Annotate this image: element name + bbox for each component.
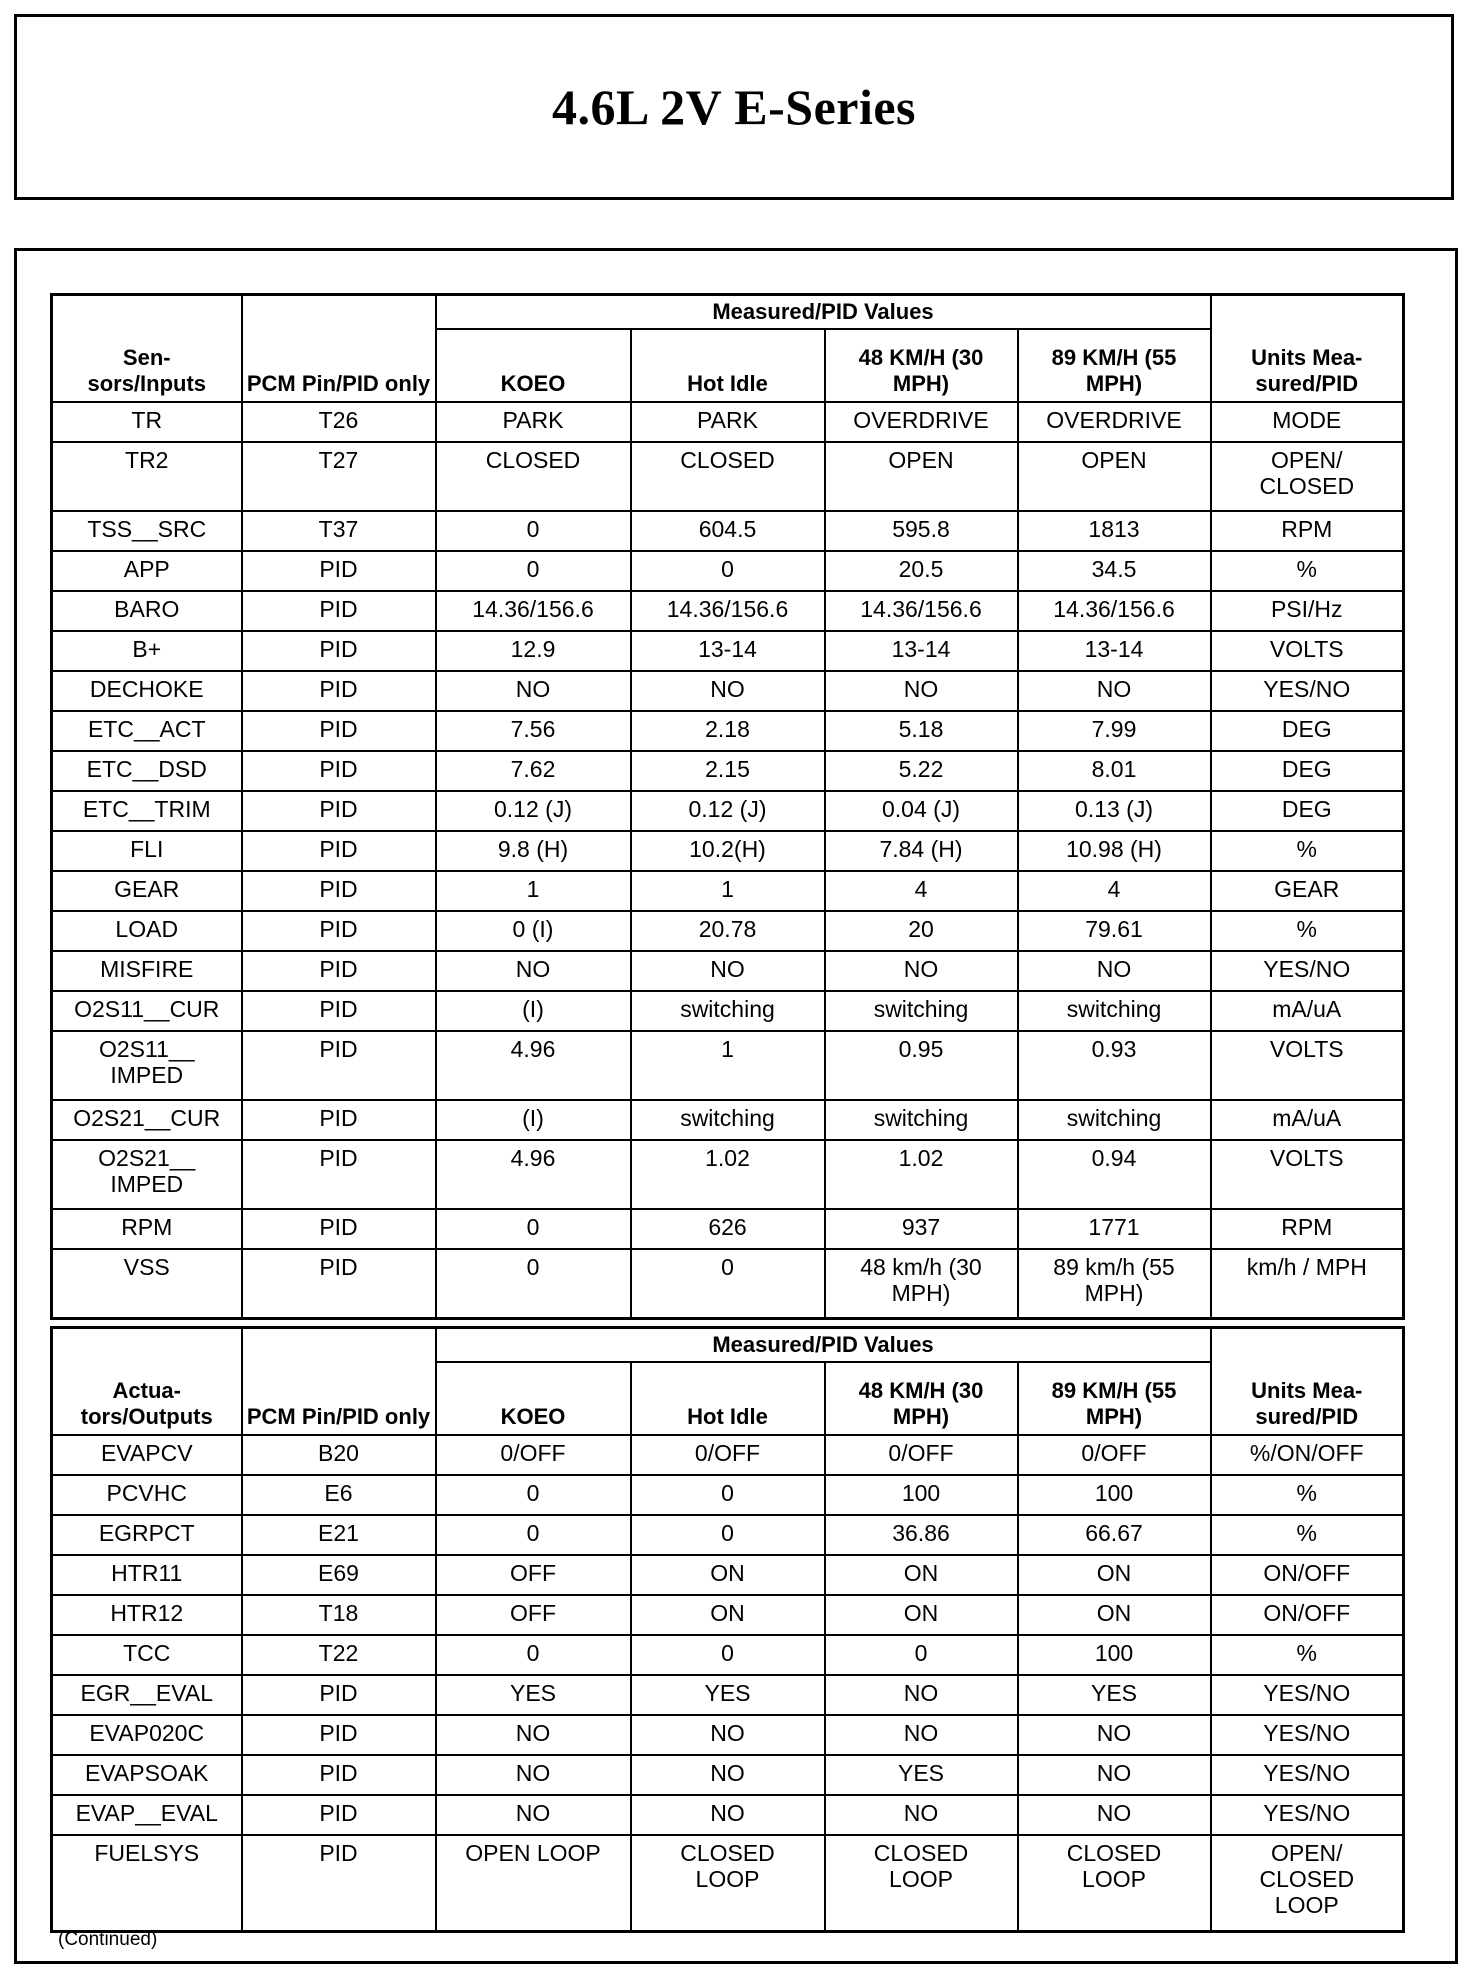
table-cell: E21 xyxy=(242,1515,436,1555)
table-cell: (I) xyxy=(436,1100,631,1140)
table-cell: PARK xyxy=(631,402,825,442)
table-cell: OPEN xyxy=(1018,442,1211,511)
table-row xyxy=(52,1475,1404,1515)
table-cell: NO xyxy=(1018,951,1211,991)
table-cell: 1 xyxy=(631,871,825,911)
table-cell: ON xyxy=(825,1555,1018,1595)
table-cell: 20.78 xyxy=(631,911,825,951)
table-cell: PID xyxy=(242,951,436,991)
table-cell: 10.98 (H) xyxy=(1018,831,1211,871)
table-cell: YES/NO xyxy=(1211,1715,1404,1755)
table-cell: NO xyxy=(436,1795,631,1835)
table-cell: PID xyxy=(242,1835,436,1932)
table-cell: NO xyxy=(1018,1715,1211,1755)
table-cell: 79.61 xyxy=(1018,911,1211,951)
table-cell: YES/NO xyxy=(1211,671,1404,711)
table-cell: OPEN LOOP xyxy=(436,1835,631,1932)
table-cell: VSS xyxy=(52,1249,242,1319)
table-cell: YES xyxy=(436,1675,631,1715)
table-header xyxy=(52,295,1404,403)
column-header-koeo: KOEO xyxy=(436,1362,631,1435)
table-cell: 0 (I) xyxy=(436,911,631,951)
table-cell: 0 xyxy=(436,1515,631,1555)
table-cell: ON/OFF xyxy=(1211,1555,1404,1595)
table-header xyxy=(52,1328,1404,1436)
column-group-header: Measured/PID Values xyxy=(436,1328,1211,1363)
table-cell: MODE xyxy=(1211,402,1404,442)
table-cell: NO xyxy=(825,951,1018,991)
table-cell: 14.36/156.6 xyxy=(1018,591,1211,631)
table-cell: % xyxy=(1211,1635,1404,1675)
table-cell: NO xyxy=(631,1795,825,1835)
table-cell: PID xyxy=(242,1675,436,1715)
table-cell: FUELSYS xyxy=(52,1835,242,1932)
table-cell: CLOSED LOOP xyxy=(825,1835,1018,1932)
table-cell: 13-14 xyxy=(631,631,825,671)
table-cell: 0 xyxy=(436,1249,631,1319)
table-row xyxy=(52,402,1404,442)
table-cell: O2S11__ IMPED xyxy=(52,1031,242,1100)
table-cell: 34.5 xyxy=(1018,551,1211,591)
column-header-speed89: 89 KM/H (55 MPH) xyxy=(1018,329,1211,402)
table-cell: 7.99 xyxy=(1018,711,1211,751)
table-row xyxy=(52,1595,1404,1635)
table-cell: PID xyxy=(242,671,436,711)
table-cell: YES/NO xyxy=(1211,951,1404,991)
table-cell: OFF xyxy=(436,1595,631,1635)
table-row xyxy=(52,1140,1404,1209)
table-cell: 0 xyxy=(631,1249,825,1319)
table-cell: HTR11 xyxy=(52,1555,242,1595)
table-cell: switching xyxy=(631,1100,825,1140)
table-cell: ON xyxy=(631,1555,825,1595)
table-cell: 0 xyxy=(436,1209,631,1249)
table-cell: 4 xyxy=(825,871,1018,911)
table-cell: NO xyxy=(436,1715,631,1755)
table-cell: T22 xyxy=(242,1635,436,1675)
table-cell: PID xyxy=(242,1715,436,1755)
table-cell: TSS__SRC xyxy=(52,511,242,551)
table-cell: 0.04 (J) xyxy=(825,791,1018,831)
table-cell: 0 xyxy=(436,551,631,591)
column-header-hot-idle: Hot Idle xyxy=(631,1362,825,1435)
table-cell: T26 xyxy=(242,402,436,442)
table-cell: 0.95 xyxy=(825,1031,1018,1100)
table-cell: OPEN/ CLOSED LOOP xyxy=(1211,1835,1404,1932)
table-row xyxy=(52,831,1404,871)
table-row xyxy=(52,1635,1404,1675)
table-cell: 1813 xyxy=(1018,511,1211,551)
table-cell: B+ xyxy=(52,631,242,671)
table-cell: ON xyxy=(825,1595,1018,1635)
table-cell: NO xyxy=(825,1795,1018,1835)
title-box xyxy=(14,14,1454,200)
table-cell: 20.5 xyxy=(825,551,1018,591)
table-cell: NO xyxy=(436,1755,631,1795)
table-row xyxy=(52,1100,1404,1140)
table-cell: 0 xyxy=(631,551,825,591)
table-cell: 0 xyxy=(825,1635,1018,1675)
table-cell: 0 xyxy=(436,511,631,551)
table-cell: TCC xyxy=(52,1635,242,1675)
table-cell: PID xyxy=(242,1031,436,1100)
table-cell: % xyxy=(1211,1475,1404,1515)
table-cell: switching xyxy=(825,991,1018,1031)
column-header-units: Units Mea- sured/PID xyxy=(1211,295,1404,403)
table-cell: 595.8 xyxy=(825,511,1018,551)
table-cell: BARO xyxy=(52,591,242,631)
table-cell: PID xyxy=(242,1100,436,1140)
table-cell: 10.2(H) xyxy=(631,831,825,871)
table-cell: EGR__EVAL xyxy=(52,1675,242,1715)
table-row xyxy=(52,1515,1404,1555)
table-cell: E69 xyxy=(242,1555,436,1595)
table-cell: EVAP020C xyxy=(52,1715,242,1755)
table-row xyxy=(52,1715,1404,1755)
table-cell: ON xyxy=(631,1595,825,1635)
table-cell: 4.96 xyxy=(436,1140,631,1209)
table-row xyxy=(52,1031,1404,1100)
table-cell: PID xyxy=(242,791,436,831)
column-header-pin: PCM Pin/PID only xyxy=(242,1328,436,1436)
table-row xyxy=(52,991,1404,1031)
table-cell: 5.22 xyxy=(825,751,1018,791)
table-cell: 0 xyxy=(631,1635,825,1675)
table-cell: PID xyxy=(242,871,436,911)
table-cell: ON/OFF xyxy=(1211,1595,1404,1635)
table-cell: PID xyxy=(242,631,436,671)
table-cell: O2S11__CUR xyxy=(52,991,242,1031)
table-row xyxy=(52,711,1404,751)
table-cell: HTR12 xyxy=(52,1595,242,1635)
table-cell: YES/NO xyxy=(1211,1755,1404,1795)
table-cell: APP xyxy=(52,551,242,591)
table-cell: OVERDRIVE xyxy=(825,402,1018,442)
table-cell: T18 xyxy=(242,1595,436,1635)
continued-note: (Continued) xyxy=(58,1929,158,1950)
table-cell: 13-14 xyxy=(825,631,1018,671)
table-cell: RPM xyxy=(1211,1209,1404,1249)
table-cell: O2S21__ IMPED xyxy=(52,1140,242,1209)
column-header-item: Sen- sors/Inputs xyxy=(52,295,242,403)
table-cell: EGRPCT xyxy=(52,1515,242,1555)
table-cell: ETC__ACT xyxy=(52,711,242,751)
table-cell: 7.62 xyxy=(436,751,631,791)
table-cell: NO xyxy=(631,951,825,991)
column-header-pin: PCM Pin/PID only xyxy=(242,295,436,403)
table-cell: PID xyxy=(242,991,436,1031)
column-header-item: Actua- tors/Outputs xyxy=(52,1328,242,1436)
sensors-inputs-table xyxy=(50,293,1405,1320)
table-cell: 48 km/h (30 MPH) xyxy=(825,1249,1018,1319)
table-cell: 604.5 xyxy=(631,511,825,551)
table-cell: 0/OFF xyxy=(631,1435,825,1475)
table-cell: PARK xyxy=(436,402,631,442)
table-cell: PID xyxy=(242,1209,436,1249)
table-cell: 0.94 xyxy=(1018,1140,1211,1209)
table-cell: PSI/Hz xyxy=(1211,591,1404,631)
table-cell: 7.56 xyxy=(436,711,631,751)
table-cell: 0/OFF xyxy=(1018,1435,1211,1475)
table-cell: NO xyxy=(1018,671,1211,711)
table-cell: 0.12 (J) xyxy=(436,791,631,831)
table-cell: PID xyxy=(242,591,436,631)
table-cell: NO xyxy=(631,1755,825,1795)
table-cell: OPEN/ CLOSED xyxy=(1211,442,1404,511)
table-cell: YES xyxy=(825,1755,1018,1795)
table-cell: VOLTS xyxy=(1211,1031,1404,1100)
table-cell: CLOSED xyxy=(631,442,825,511)
table-cell: PID xyxy=(242,911,436,951)
table-cell: 0.12 (J) xyxy=(631,791,825,831)
table-cell: O2S21__CUR xyxy=(52,1100,242,1140)
table-cell: YES xyxy=(631,1675,825,1715)
table-cell: OPEN xyxy=(825,442,1018,511)
table-row xyxy=(52,631,1404,671)
table-cell: 2.18 xyxy=(631,711,825,751)
table-cell: FLI xyxy=(52,831,242,871)
table-cell: 1 xyxy=(436,871,631,911)
table-cell: 4 xyxy=(1018,871,1211,911)
table-cell: EVAP__EVAL xyxy=(52,1795,242,1835)
table-cell: km/h / MPH xyxy=(1211,1249,1404,1319)
table-cell: 14.36/156.6 xyxy=(436,591,631,631)
table-cell: 4.96 xyxy=(436,1031,631,1100)
table-cell: DEG xyxy=(1211,751,1404,791)
table-cell: NO xyxy=(825,1675,1018,1715)
table-cell: 0 xyxy=(631,1475,825,1515)
table-cell: GEAR xyxy=(1211,871,1404,911)
table-cell: YES/NO xyxy=(1211,1795,1404,1835)
table-cell: 100 xyxy=(1018,1475,1211,1515)
table-cell: 1.02 xyxy=(631,1140,825,1209)
table-row xyxy=(52,911,1404,951)
table-row xyxy=(52,1555,1404,1595)
table-cell: NO xyxy=(1018,1755,1211,1795)
table-cell: %/ON/OFF xyxy=(1211,1435,1404,1475)
table-cell: PID xyxy=(242,831,436,871)
table-cell: NO xyxy=(825,671,1018,711)
actuators-outputs-table xyxy=(50,1326,1405,1933)
column-header-speed89: 89 KM/H (55 MPH) xyxy=(1018,1362,1211,1435)
table-cell: OFF xyxy=(436,1555,631,1595)
table-cell: ON xyxy=(1018,1595,1211,1635)
table-row xyxy=(52,1249,1404,1319)
table-cell: PID xyxy=(242,751,436,791)
column-group-header: Measured/PID Values xyxy=(436,295,1211,330)
table-cell: PID xyxy=(242,1755,436,1795)
table-cell: switching xyxy=(631,991,825,1031)
table-cell: switching xyxy=(1018,1100,1211,1140)
table-cell: YES/NO xyxy=(1211,1675,1404,1715)
table-cell: 1771 xyxy=(1018,1209,1211,1249)
table-row xyxy=(52,1795,1404,1835)
table-cell: EVAPCV xyxy=(52,1435,242,1475)
table-row xyxy=(52,551,1404,591)
table-cell: PID xyxy=(242,1795,436,1835)
table-cell: 0 xyxy=(436,1475,631,1515)
table-cell: RPM xyxy=(52,1209,242,1249)
table-cell: 12.9 xyxy=(436,631,631,671)
table-cell: 100 xyxy=(825,1475,1018,1515)
table-cell: (I) xyxy=(436,991,631,1031)
table-cell: EVAPSOAK xyxy=(52,1755,242,1795)
table-cell: 2.15 xyxy=(631,751,825,791)
table-row xyxy=(52,951,1404,991)
column-header-speed48: 48 KM/H (30 MPH) xyxy=(825,1362,1018,1435)
table-cell: DECHOKE xyxy=(52,671,242,711)
table-cell: CLOSED LOOP xyxy=(631,1835,825,1932)
table-cell: E6 xyxy=(242,1475,436,1515)
table-cell: PID xyxy=(242,551,436,591)
table-cell: 14.36/156.6 xyxy=(631,591,825,631)
table-cell: NO xyxy=(1018,1795,1211,1835)
table-cell: RPM xyxy=(1211,511,1404,551)
table-row xyxy=(52,791,1404,831)
column-header-koeo: KOEO xyxy=(436,329,631,402)
table-cell: % xyxy=(1211,1515,1404,1555)
table-cell: LOAD xyxy=(52,911,242,951)
column-header-units: Units Mea- sured/PID xyxy=(1211,1328,1404,1436)
table-cell: ON xyxy=(1018,1555,1211,1595)
table-cell: % xyxy=(1211,831,1404,871)
table-cell: NO xyxy=(825,1715,1018,1755)
table-cell: % xyxy=(1211,551,1404,591)
table-cell: mA/uA xyxy=(1211,1100,1404,1140)
table-cell: 8.01 xyxy=(1018,751,1211,791)
table-cell: OVERDRIVE xyxy=(1018,402,1211,442)
table-cell: switching xyxy=(825,1100,1018,1140)
table-cell: T27 xyxy=(242,442,436,511)
table-row xyxy=(52,591,1404,631)
table-row xyxy=(52,511,1404,551)
table-cell: 14.36/156.6 xyxy=(825,591,1018,631)
table-cell: NO xyxy=(631,1715,825,1755)
table-cell: 0 xyxy=(631,1515,825,1555)
table-cell: 0.93 xyxy=(1018,1031,1211,1100)
table-cell: 36.86 xyxy=(825,1515,1018,1555)
table-cell: 13-14 xyxy=(1018,631,1211,671)
table-cell: mA/uA xyxy=(1211,991,1404,1031)
table-row xyxy=(52,1209,1404,1249)
table-row xyxy=(52,871,1404,911)
table-cell: 1 xyxy=(631,1031,825,1100)
table-cell: TR2 xyxy=(52,442,242,511)
table-cell: switching xyxy=(1018,991,1211,1031)
table-cell: ETC__DSD xyxy=(52,751,242,791)
page-title: 4.6L 2V E-Series xyxy=(551,79,917,135)
table-cell: GEAR xyxy=(52,871,242,911)
table-cell: 0 xyxy=(436,1635,631,1675)
table-cell: NO xyxy=(631,671,825,711)
table-cell: MISFIRE xyxy=(52,951,242,991)
table-cell: 0.13 (J) xyxy=(1018,791,1211,831)
table-cell: PID xyxy=(242,711,436,751)
table-cell: 626 xyxy=(631,1209,825,1249)
table-cell: 1.02 xyxy=(825,1140,1018,1209)
table-cell: TR xyxy=(52,402,242,442)
table-cell: PID xyxy=(242,1140,436,1209)
table-cell: 0/OFF xyxy=(825,1435,1018,1475)
table-cell: 9.8 (H) xyxy=(436,831,631,871)
table-cell: NO xyxy=(436,951,631,991)
table-cell: 0/OFF xyxy=(436,1435,631,1475)
table-cell: CLOSED LOOP xyxy=(1018,1835,1211,1932)
table-cell: DEG xyxy=(1211,711,1404,751)
table-cell: PCVHC xyxy=(52,1475,242,1515)
table-row xyxy=(52,1835,1404,1932)
table-cell: YES xyxy=(1018,1675,1211,1715)
table-row xyxy=(52,1675,1404,1715)
table-cell: 20 xyxy=(825,911,1018,951)
table-cell: % xyxy=(1211,911,1404,951)
column-header-speed48: 48 KM/H (30 MPH) xyxy=(825,329,1018,402)
table-cell: 937 xyxy=(825,1209,1018,1249)
table-cell: ETC__TRIM xyxy=(52,791,242,831)
table-cell: 7.84 (H) xyxy=(825,831,1018,871)
table-cell: T37 xyxy=(242,511,436,551)
table-row xyxy=(52,1435,1404,1475)
column-header-hot-idle: Hot Idle xyxy=(631,329,825,402)
table-cell: CLOSED xyxy=(436,442,631,511)
table-cell: VOLTS xyxy=(1211,1140,1404,1209)
table-row xyxy=(52,671,1404,711)
table-cell: DEG xyxy=(1211,791,1404,831)
table-cell: 100 xyxy=(1018,1635,1211,1675)
table-cell: VOLTS xyxy=(1211,631,1404,671)
table-row xyxy=(52,1755,1404,1795)
table-cell: B20 xyxy=(242,1435,436,1475)
table-cell: 5.18 xyxy=(825,711,1018,751)
table-row xyxy=(52,751,1404,791)
table-cell: NO xyxy=(436,671,631,711)
table-cell: PID xyxy=(242,1249,436,1319)
table-cell: 66.67 xyxy=(1018,1515,1211,1555)
table-row xyxy=(52,442,1404,511)
table-cell: 89 km/h (55 MPH) xyxy=(1018,1249,1211,1319)
